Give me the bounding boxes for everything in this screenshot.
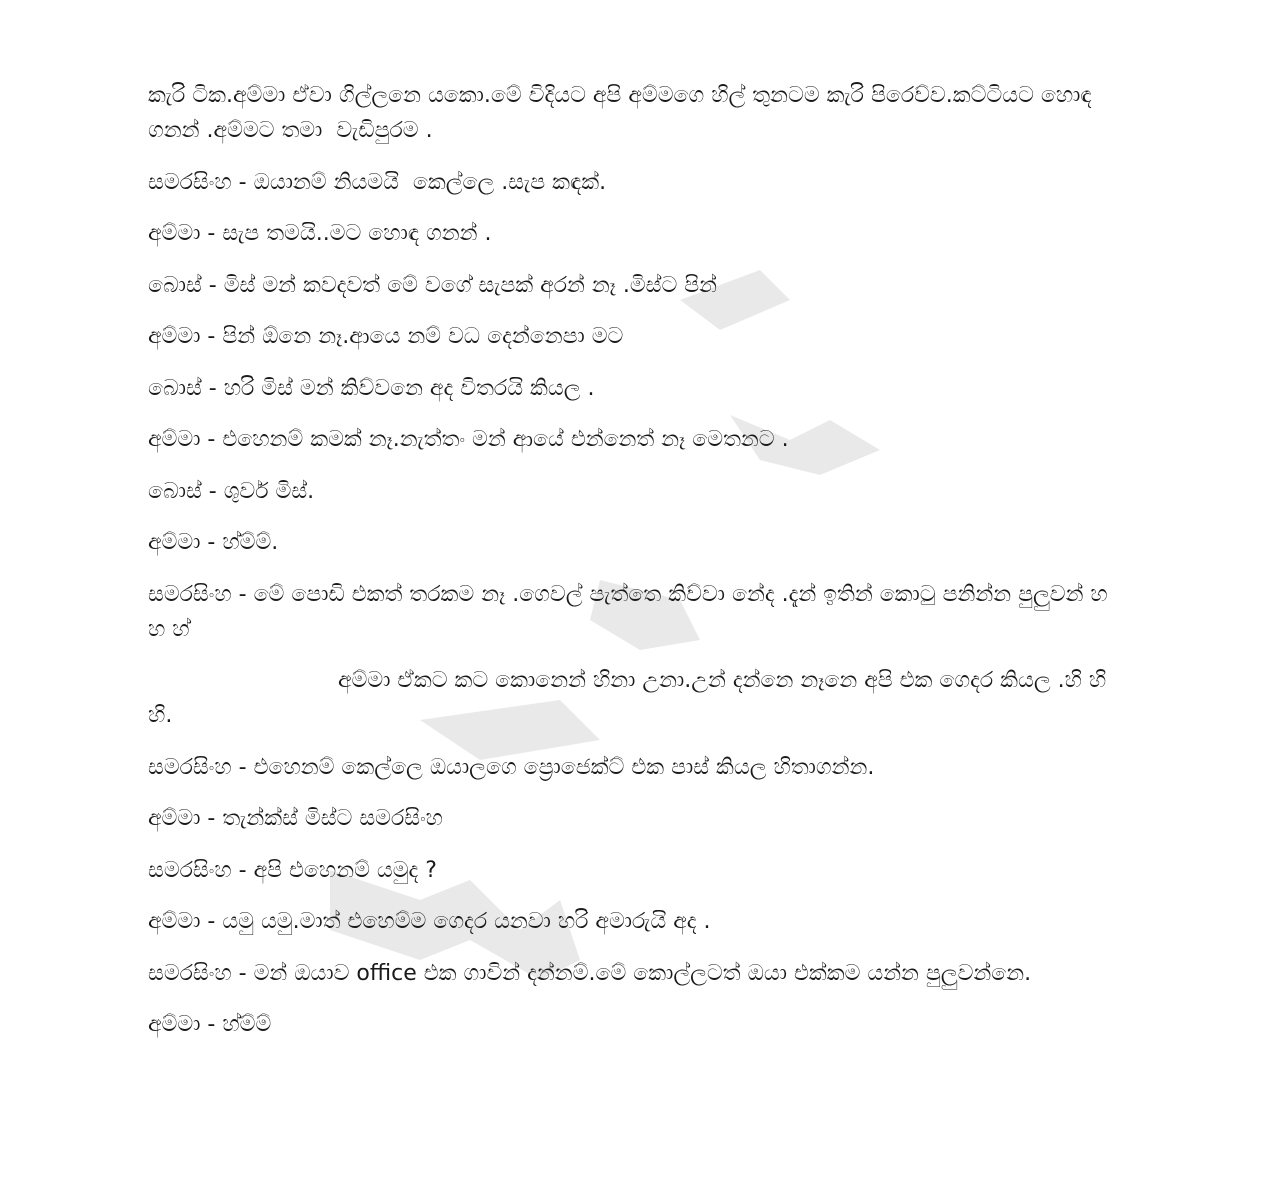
paragraph-1: කැරි ටික.අම්මා ඒවා ගිල්ලනෙ යකො.මේ විදියට අපි අම්මගෙ හිල් තුනටම කැරි පිරෙව්ව.කට්ටියට හොඳ ගනන් .අම්මට තමා වැඩිපුරම . (148, 83, 1099, 143)
paragraph-3: අම්මා - සැප තමයි..මට හොඳ ගනන් . (148, 221, 492, 246)
paragraph-17: අම්මා - හ්ම්ම් (148, 1012, 272, 1037)
paragraph-16: සමරසිංහ - මන් ඔයාව office එක ගාවින් දන්නම්.මේ කොල්ලටත් ඔයා එක්කම යන්න පුලුවන්නෙ. (148, 960, 1032, 986)
paragraph-5: අම්මා - පින් ඕනෙ නෑ.ආයෙ නම් වධ දෙන්නෙපා මට (148, 324, 624, 349)
paragraph-8: බොස් - ශුවර් මිස්. (148, 478, 315, 504)
paragraph-14: සමරසිංහ - අපි එහෙනම් යමුද ? (148, 857, 437, 883)
paragraph-2: සමරසිංහ - ඔයානම් නියමයි කෙල්ලෙ .සැප කඳක්. (148, 169, 607, 195)
paragraph-11: අම්මා ඒකට කට කොනෙන් හිනා උනා.උන් දන්නෙ නෑනෙ අපි එක ගෙදර කියල .හි හි හි. (148, 668, 1114, 728)
paragraph-13: අම්මා - තැන්ක්ස් මිස්ට සමරසිංහ (148, 806, 443, 831)
paragraph-4: බොස් - මිස් මන් කවදවත් මේ වගේ සැපක් අරන් නෑ .මිස්ට පින් (148, 272, 718, 298)
paragraph-9: අම්මා - හ්ම්ම්. (148, 530, 279, 555)
paragraph-10: සමරසිංහ - මේ පොඩි එකත් තරකම නෑ .ගෙවල් පැත්තෙ කිව්වා නේද .දැන් ඉතින් කොටු පනින්න පුලුවන් හ හ හ් (148, 581, 1115, 642)
paragraph-12: සමරසිංහ - එහෙනම් කෙල්ලෙ ඔයාලගෙ ප්‍රොජෙක්ට් එක පාස් කියල හිතාගන්න. (148, 754, 875, 780)
document-body (148, 78, 1128, 1059)
paragraph-7: අම්මා - එහෙනම් කමක් නෑ.නැත්තං මන් ආයේ එන්නෙත් නෑ මෙතනට . (148, 427, 789, 452)
paragraph-15: අම්මා - යමු යමු.මාත් එහෙම්ම ගෙදර යනවා හරි අමාරුයි අද . (148, 909, 711, 934)
paragraph-6: බොස් - හරි මිස් මන් කිව්වනෙ අද විතරයි කියල . (148, 375, 595, 401)
